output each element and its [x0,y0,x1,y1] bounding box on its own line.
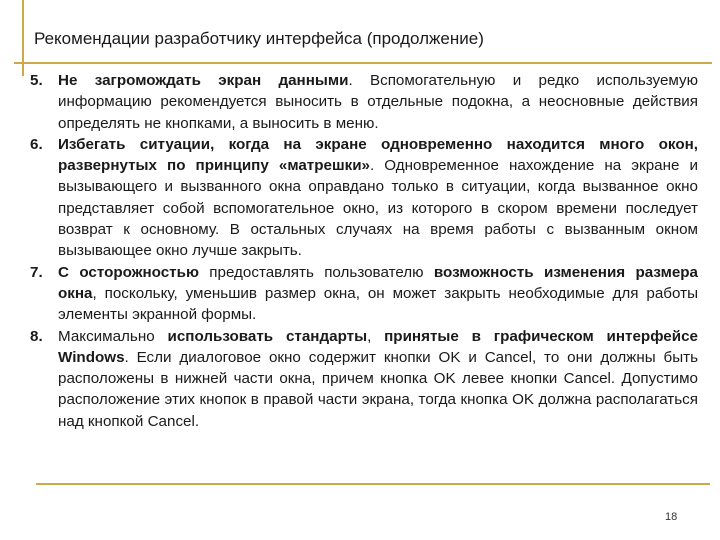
item-text: . Одновременное нахождение на экране и вызывающего и вызванного окна оправдано только в ситуации, когда вызванное окно представляет собой вспомогательное окно, из которого в скором времени последует возврат к основному. В остальных случаях на время работы с вызванным окном вызывающее окно лучше закрыть. [58,157,698,260]
item-text-bold: Не загромождать экран данными [58,72,349,89]
item-text: , поскольку, уменьшив размер окна, он может закрыть необходимые для работы элементы экранной формы. [58,284,698,324]
list-item [30,326,698,432]
item-number: 7. [30,263,43,281]
item-number: 5. [30,72,43,89]
frame-vertical-line [22,0,24,76]
list-item [30,262,698,326]
item-text: . Вспомогательную и редко используемую информацию рекомендуется выносить в отдельные подокна, а неосновные действия определять не кнопками, а выносить в меню. [58,72,698,132]
item-text-bold: С осторожностью [58,263,199,281]
title-underline [14,62,712,64]
item-text: предоставлять пользователю [198,263,434,281]
item-text: . Если диалоговое окно содержит кнопки OK и Cancel, то они должны быть расположены в нижней части окна, причем кнопка OK левее кнопки Cancel. Допустимо расположение этих кнопок в правой части экрана, тогда кнопка OK должна располагаться над кнопкой Cancel. [58,348,698,430]
page-number: 18 [665,511,678,523]
item-text: Максимально [58,327,168,345]
recommendations-list [30,70,698,432]
item-text: , [367,327,385,345]
list-item [30,134,698,262]
item-number: 8. [30,327,43,345]
item-text-bold: использовать стандарты [167,327,368,345]
item-number: 6. [30,135,43,153]
slide-title: Рекомендации разработчику интерфейса (продолжение) [34,29,484,48]
footer-line [36,483,710,485]
list-item [30,70,698,134]
item-text-bold: возможность изменения размера окна [58,263,698,302]
item-text-bold: принятые в графическом интерфейсе Windows [58,327,698,366]
item-text-bold: Избегать ситуации, когда на экране одновременно находится много окон, развернутых по принципу «матрешки» [58,135,698,175]
